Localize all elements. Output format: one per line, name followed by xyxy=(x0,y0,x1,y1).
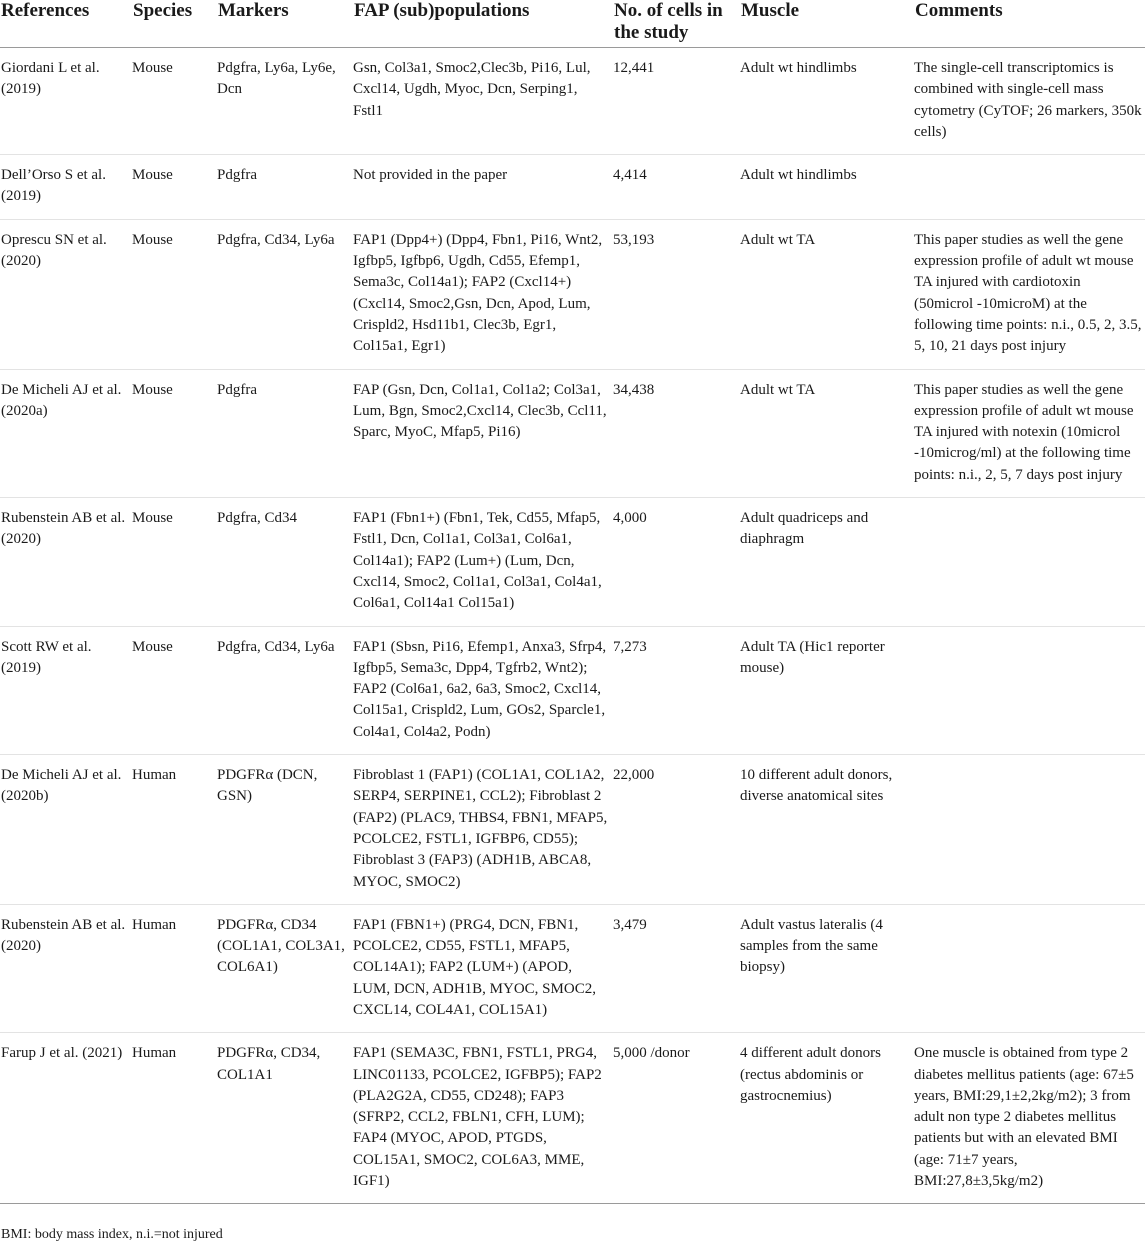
cell-species: Mouse xyxy=(132,626,217,754)
cell-populations: FAP1 (Dpp4+) (Dpp4, Fbn1, Pi16, Wnt2, Igfbp5, Igfbp6, Ugdh, Cd55, Efemp1, Sema3c, Col14a1); FAP2 (Cxcl14+) (Cxcl14, Smoc2,Gsn, Dcn, Apod, Lum, Crispld2, Hsd11b1, Clec3b, Egr1, Col15a1, Egr1) xyxy=(353,219,613,369)
header-muscle: Muscle xyxy=(740,0,914,48)
cell-cell-count: 7,273 xyxy=(613,626,740,754)
cell-reference: Farup J et al. (2021) xyxy=(0,1033,132,1204)
cell-cell-count: 34,438 xyxy=(613,369,740,497)
header-markers: Markers xyxy=(217,0,353,48)
cell-populations: Gsn, Col3a1, Smoc2,Clec3b, Pi16, Lul, Cxcl14, Ugdh, Myoc, Dcn, Serping1, Fstl1 xyxy=(353,60,591,119)
cell-muscle: 4 different adult donors (rectus abdominis or gastrocnemius) xyxy=(740,1033,914,1204)
table-row xyxy=(0,1033,1145,1204)
table-row xyxy=(0,48,1145,155)
cell-muscle: Adult wt TA xyxy=(740,219,914,369)
table-row xyxy=(0,498,1145,626)
cell-comments xyxy=(914,626,1145,754)
cell-markers: Pdgfra, Cd34, Ly6a xyxy=(217,626,353,754)
table-footnote: BMI: body mass index, n.i.=not injured xyxy=(1,1227,223,1242)
table-row xyxy=(0,219,1145,369)
cell-reference: Rubenstein AB et al. (2020) xyxy=(0,904,132,1032)
cell-populations: FAP1 (SEMA3C, FBN1, FSTL1, PRG4, LINC01133, PCOLCE2, IGFBP5); FAP2 (PLA2G2A, CD55, CD248); FAP3 (SFRP2, CCL2, FBLN1, CFH, LUM); FAP4 (MYOC, APOD, PTGDS, COL15A1, SMOC2, COL6A3, MME, IGF1) xyxy=(353,1033,613,1204)
cell-muscle: Adult wt hindlimbs xyxy=(740,155,914,220)
cell-cell-count: 3,479 xyxy=(613,904,740,1032)
cell-populations: FAP1 (Sbsn, Pi16, Efemp1, Anxa3, Sfrp4, Igfbp5, Sema3c, Dpp4, Tgfrb2, Wnt2); FAP2 (Col6a1, 6a2, 6a3, Smoc2, Cxcl14, Col15a1, Crispld2, Lum, GOs2, Sparcle1, Col4a1, Col4a2, Podn) xyxy=(353,626,613,754)
cell-cell-count: 22,000 xyxy=(613,755,740,905)
cell-species: Mouse xyxy=(132,155,217,220)
cell-comments xyxy=(914,904,1145,1032)
cell-muscle: Adult wt hindlimbs xyxy=(740,60,857,76)
cell-markers: PDGFRα, CD34, COL1A1 xyxy=(217,1033,353,1204)
cell-reference: Giordani L et al. (2019) xyxy=(1,60,100,98)
cell-species: Mouse xyxy=(132,60,173,76)
cell-species: Human xyxy=(132,904,217,1032)
table-row xyxy=(0,755,1145,905)
cell-reference: Scott RW et al. (2019) xyxy=(0,626,132,754)
table-row xyxy=(0,369,1145,497)
header-row xyxy=(0,0,1145,48)
cell-comments xyxy=(914,755,1145,905)
header-fap-populations: FAP (sub)populations xyxy=(353,0,613,48)
cell-populations: Fibroblast 1 (FAP1) (COL1A1, COL1A2, SERP4, SERPINE1, CCL2); Fibroblast 2 (FAP2) (PLAC9, THBS4, FBN1, MFAP5, PCOLCE2, FSTL1, IGFBP6, CD55); Fibroblast 3 (FAP3) (ADH1B, ABCA8, MYOC, SMOC2) xyxy=(353,755,613,905)
cell-comments xyxy=(914,498,1145,626)
cell-comments xyxy=(914,155,1145,220)
cell-species: Human xyxy=(132,1033,217,1204)
cell-populations: Not provided in the paper xyxy=(353,155,613,220)
cell-cell-count: 5,000 /donor xyxy=(613,1033,740,1204)
cell-reference: Oprescu SN et al. (2020) xyxy=(0,219,132,369)
cell-muscle: Adult TA (Hic1 reporter mouse) xyxy=(740,626,914,754)
cell-comments: This paper studies as well the gene expression profile of adult wt mouse TA injured with notexin (10microl -10microg/ml) at the following time points: n.i., 2, 5, 7 days post injury xyxy=(914,369,1145,497)
header-comments: Comments xyxy=(914,0,1145,48)
cell-populations: FAP (Gsn, Dcn, Col1a1, Col1a2; Col3a1, Lum, Bgn, Smoc2,Cxcl14, Clec3b, Ccl11, Sparc, MyoC, Mfap5, Pi16) xyxy=(353,369,613,497)
cell-markers: PDGFRα, CD34 (COL1A1, COL3A1, COL6A1) xyxy=(217,904,353,1032)
cell-markers: PDGFRα (DCN, GSN) xyxy=(217,755,353,905)
cell-reference: De Micheli AJ et al. (2020a) xyxy=(0,369,132,497)
cell-species: Mouse xyxy=(132,498,217,626)
table-header xyxy=(0,0,1145,48)
header-references: References xyxy=(0,0,132,48)
cell-markers: Pdgfra, Cd34 xyxy=(217,498,353,626)
header-cell-count: No. of cells in the study xyxy=(613,0,740,48)
cell-markers: Pdgfra xyxy=(217,155,353,220)
cell-muscle: 10 different adult donors, diverse anatomical sites xyxy=(740,755,914,905)
cell-reference: Dell’Orso S et al. (2019) xyxy=(0,155,132,220)
cell-cell-count: 53,193 xyxy=(613,219,740,369)
cell-cell-count: 12,441 xyxy=(613,60,655,76)
cell-muscle: Adult wt TA xyxy=(740,369,914,497)
cell-muscle: Adult quadriceps and diaphragm xyxy=(740,498,914,626)
cell-populations: FAP1 (FBN1+) (PRG4, DCN, FBN1, PCOLCE2, CD55, FSTL1, MFAP5, COL14A1); FAP2 (LUM+) (APOD, LUM, DCN, ADH1B, MYOC, SMOC2, CXCL14, COL4A1, COL15A1) xyxy=(353,904,613,1032)
cell-markers: Pdgfra, Ly6a, Ly6e, Dcn xyxy=(217,60,336,98)
cell-reference: De Micheli AJ et al. (2020b) xyxy=(0,755,132,905)
cell-comments: This paper studies as well the gene expression profile of adult wt mouse TA injured with cardiotoxin (50microl -10microM) at the following time points: n.i., 0.5, 2, 3.5, 5, 10, 21 days post injury xyxy=(914,219,1145,369)
cell-muscle: Adult vastus lateralis (4 samples from the same biopsy) xyxy=(740,904,914,1032)
cell-reference: Rubenstein AB et al. (2020) xyxy=(0,498,132,626)
cell-markers: Pdgfra xyxy=(217,369,353,497)
cell-comments: One muscle is obtained from type 2 diabetes mellitus patients (age: 67±5 years, BMI:29,1±2,2kg/m2); 3 from adult non type 2 diabetes mellitus patients but with an elevated BMI (age: 71±7 years, BMI:27,8±3,5kg/m2) xyxy=(914,1033,1145,1204)
cell-species: Mouse xyxy=(132,219,217,369)
cell-markers: Pdgfra, Cd34, Ly6a xyxy=(217,219,353,369)
cell-cell-count: 4,414 xyxy=(613,155,740,220)
cell-species: Mouse xyxy=(132,369,217,497)
table-body xyxy=(0,48,1145,1204)
cell-cell-count: 4,000 xyxy=(613,498,740,626)
table-row xyxy=(0,904,1145,1032)
cell-comments: The single-cell transcriptomics is combined with single-cell mass cytometry (CyTOF; 26 markers, 350k cells) xyxy=(914,60,1142,140)
header-species: Species xyxy=(132,0,217,48)
cell-populations: FAP1 (Fbn1+) (Fbn1, Tek, Cd55, Mfap5, Fstl1, Dcn, Col1a1, Col3a1, Col6a1, Col14a1); FAP2 (Lum+) (Lum, Dcn, Cxcl14, Smoc2, Col1a1, Col3a1, Col4a1, Col6a1, Col14a1 Col15a1) xyxy=(353,498,613,626)
table-row xyxy=(0,626,1145,754)
table-row xyxy=(0,155,1145,220)
cell-species: Human xyxy=(132,755,217,905)
